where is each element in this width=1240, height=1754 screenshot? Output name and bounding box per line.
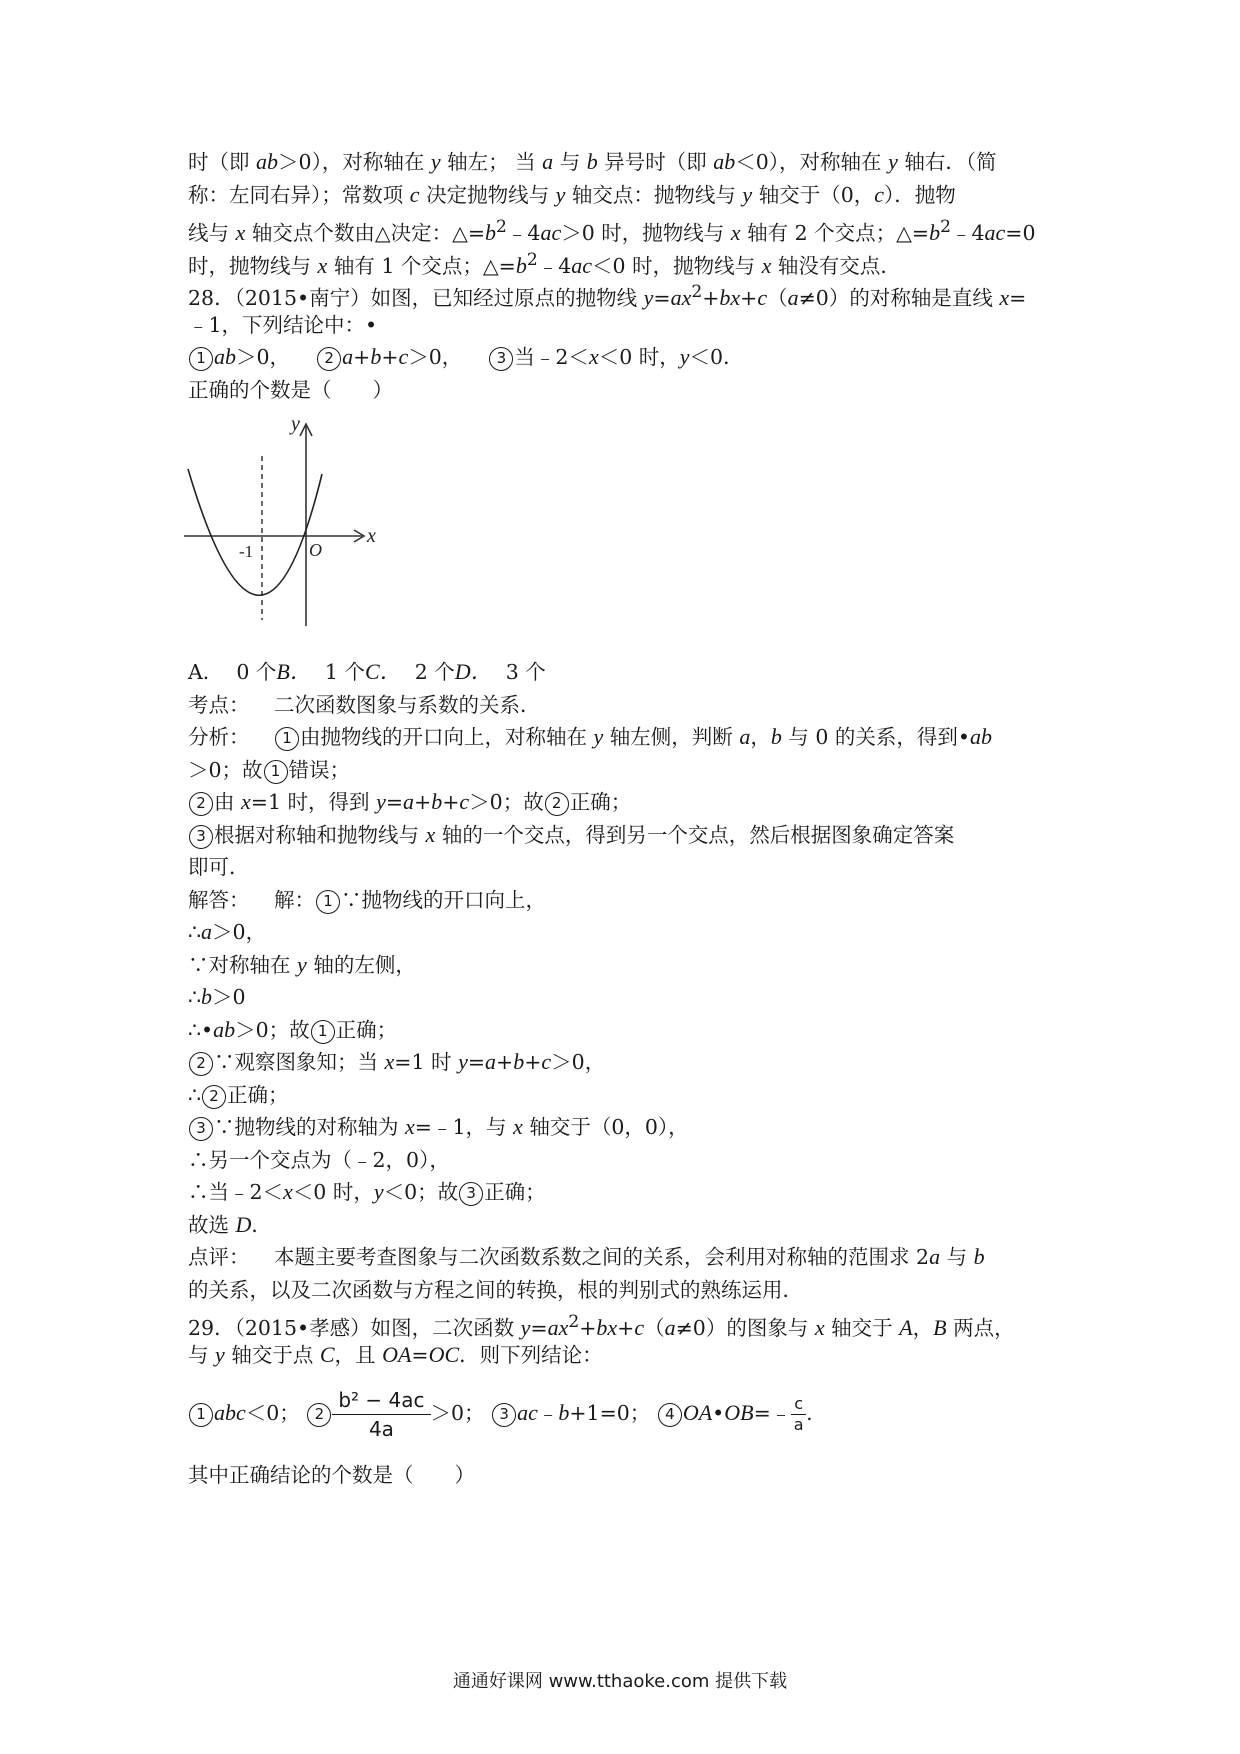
- math: ab: [213, 1016, 236, 1042]
- math: x: [241, 789, 251, 814]
- math: x: [588, 344, 599, 369]
- math: a: [739, 724, 751, 749]
- text: ＞0，: [236, 345, 291, 369]
- math: x: [999, 284, 1010, 310]
- q28-options: [188, 656, 1078, 689]
- math: OA: [382, 1341, 412, 1367]
- math: OA: [682, 1400, 713, 1425]
- parabola-curve: [188, 469, 322, 595]
- circled-number: 2: [317, 347, 341, 371]
- q28-jieda-4: [188, 981, 1078, 1014]
- math: ac: [517, 1400, 538, 1425]
- text: ﹣4: [537, 253, 572, 278]
- q28-jieda-9: ∴另一个交点为（﹣2，0），: [188, 1147, 450, 1172]
- math: x: [405, 1114, 415, 1139]
- text: 与 0 的关系，得到•: [781, 725, 971, 749]
- parabola-graph: [184, 412, 404, 650]
- text: 轴右．（简: [897, 150, 997, 174]
- math: x: [235, 219, 246, 245]
- text: 正确；: [484, 1180, 546, 1204]
- circled-number: 1: [275, 727, 299, 751]
- math: B: [933, 1314, 947, 1340]
- text: ＞0: [212, 985, 246, 1009]
- math: ax: [547, 1314, 569, 1340]
- math: a: [664, 1314, 676, 1340]
- text: =﹣1，与: [414, 1115, 514, 1139]
- y-axis-label: y: [291, 413, 300, 435]
- text: 当﹣2＜: [514, 345, 589, 369]
- text: 轴的左侧，: [306, 952, 416, 977]
- fraction-denominator: a: [793, 1415, 804, 1434]
- math: b: [929, 219, 941, 245]
- section-label: 解答：: [188, 887, 250, 912]
- text: ＜0；: [245, 1401, 300, 1425]
- origin-label: O: [309, 540, 322, 560]
- text: .: [806, 1401, 813, 1425]
- text: =: [467, 1050, 486, 1074]
- math: y: [679, 344, 690, 369]
- text: 异号时（即: [597, 150, 714, 174]
- math: b: [201, 984, 213, 1009]
- text: 称：左同右异）；常数项: [188, 182, 410, 207]
- circled-number: 3: [189, 1117, 213, 1141]
- math: a: [342, 344, 354, 369]
- text: ＞0，: [551, 1050, 606, 1074]
- math: c: [459, 789, 470, 814]
- circled-number: 2: [189, 1052, 213, 1076]
- circled-number: 3: [459, 1182, 483, 1206]
- text: ≠0）的对称轴是直线: [798, 285, 1000, 310]
- math: b: [513, 1049, 525, 1074]
- text: ＞0；故: [469, 790, 544, 814]
- text: 轴左侧，判断: [603, 725, 740, 749]
- text: ＜0 时，抛物线与: [592, 253, 762, 278]
- option-letter: C．: [364, 659, 402, 684]
- text: 轴交点个数由△决定：△=: [245, 220, 486, 245]
- text: ＞0，: [408, 345, 463, 369]
- text: 根据对称轴和抛物线与: [214, 822, 426, 847]
- math: c: [541, 1049, 552, 1074]
- q28-jieda-6: [188, 1046, 1078, 1079]
- math: b: [515, 252, 527, 278]
- q28-fenxi-3: [188, 786, 1078, 819]
- option-letter: B．: [276, 659, 312, 684]
- q28-jieda-8: [188, 1111, 1078, 1144]
- q28-jieda-3: [188, 949, 1078, 982]
- circled-number: 1: [311, 1020, 335, 1044]
- q28-jieda-11: [188, 1209, 1078, 1242]
- text: ∴: [188, 1082, 202, 1107]
- superscript: 2: [526, 249, 538, 270]
- text: ＞0，: [212, 920, 267, 944]
- text: 正确；: [335, 1017, 398, 1042]
- math: A: [899, 1314, 913, 1340]
- math: a: [403, 789, 415, 814]
- q28-dianping-2: 的关系，以及二次函数与方程之间的转换，根的判别式的熟练运用．: [188, 1277, 803, 1302]
- math: b: [586, 149, 598, 174]
- q28-stem-line-1: [188, 276, 1078, 309]
- section-label: 考点：: [188, 692, 250, 717]
- text: 本题主要考查图象与二次函数系数之间的关系，会利用对称轴的范围求 2: [274, 1245, 930, 1269]
- option-letter: A．: [188, 660, 224, 684]
- circled-number: 3: [189, 825, 213, 849]
- circled-number: 2: [202, 1085, 226, 1109]
- q28-stem-line-2: ﹣1，下列结论中：•: [188, 312, 378, 337]
- x-axis-label: x: [367, 525, 376, 547]
- text: 错误；: [288, 757, 351, 782]
- text: 二次函数图象与系数的关系．: [274, 692, 541, 717]
- q28-jieda-10: [188, 1176, 1078, 1209]
- text: 轴左； 当: [440, 150, 543, 174]
- text: 正确；: [569, 790, 632, 814]
- text: （: [767, 285, 788, 310]
- text: 时，抛物线与: [188, 253, 318, 278]
- math: bx: [719, 284, 741, 310]
- q28-fenxi-2: [188, 754, 1078, 787]
- text: ，: [750, 725, 771, 749]
- text: ＞0；故: [188, 757, 263, 782]
- q28-fenxi-4: [188, 819, 1078, 852]
- text: ＞0；: [430, 1401, 485, 1425]
- math: x: [761, 252, 772, 278]
- math: x: [513, 1114, 523, 1139]
- math: a: [201, 919, 213, 944]
- math: ac: [984, 219, 1006, 245]
- text: 28．（2015•南宁）如图，已知经过原点的抛物线: [188, 285, 644, 310]
- superscript: 2: [691, 282, 703, 302]
- text: =﹣: [753, 1401, 792, 1425]
- intro-line-4: [188, 244, 1078, 277]
- text: ∵观察图象知；当: [214, 1050, 385, 1074]
- text: 与: [940, 1245, 974, 1269]
- text: =: [1009, 285, 1027, 310]
- text: =1 时，得到: [250, 790, 377, 814]
- text: ，且: [334, 1342, 383, 1367]
- math: ab: [713, 149, 736, 174]
- math: x: [814, 1314, 825, 1340]
- math: c: [874, 181, 884, 207]
- q29-question: 其中正确结论的个数是（ ）: [188, 1463, 475, 1487]
- text: ＞0；故: [235, 1017, 310, 1042]
- math: y: [376, 789, 386, 814]
- text: 决定抛物线与: [419, 182, 556, 207]
- q28-statements: [188, 341, 1078, 374]
- option-letter: D．: [454, 659, 493, 684]
- text: ∴: [188, 985, 202, 1009]
- math: y: [373, 1179, 384, 1204]
- circled-number: 4: [658, 1403, 682, 1427]
- text: ＞0），对称轴在: [278, 150, 431, 174]
- text: ＜0），对称轴在: [735, 150, 889, 174]
- text: 轴交于（0，: [752, 182, 875, 207]
- q28-fenxi-1: [188, 721, 1078, 754]
- text: ．则下列结论：: [459, 1342, 603, 1367]
- text: 解：: [274, 887, 315, 912]
- text: ＜0 时，: [598, 345, 680, 369]
- circled-number: 1: [189, 1403, 213, 1427]
- math: ab: [256, 149, 279, 174]
- text: ＜0 时，: [292, 1180, 374, 1204]
- math: C: [319, 1341, 335, 1367]
- superscript: 2: [568, 1312, 580, 1332]
- option-text: 2 个: [414, 660, 455, 684]
- text: （: [644, 1315, 665, 1340]
- math: OC: [428, 1341, 460, 1367]
- math: a: [787, 284, 799, 310]
- text: +: [353, 345, 371, 369]
- text: ﹣4: [506, 220, 541, 245]
- option-text: 1 个: [324, 660, 365, 684]
- text: ∴当﹣2＜: [188, 1180, 284, 1204]
- circled-number: 1: [316, 890, 340, 914]
- text: +: [579, 1315, 597, 1340]
- math: ac: [571, 252, 593, 278]
- text: ＞0 时，抛物线与: [561, 220, 731, 245]
- math: x: [384, 1049, 395, 1074]
- fraction-numerator: c: [791, 1394, 806, 1415]
- fraction: [332, 1386, 430, 1443]
- q28-kaodian: [188, 689, 1078, 722]
- math: x: [317, 252, 328, 278]
- text: =: [411, 1342, 429, 1367]
- fraction-numerator: b² − 4ac: [332, 1386, 430, 1415]
- math: a: [929, 1244, 941, 1269]
- math: y: [643, 284, 654, 310]
- circled-number: 3: [489, 347, 513, 371]
- math: y: [297, 951, 307, 977]
- math: b: [973, 1244, 985, 1269]
- math: b: [370, 344, 382, 369]
- text: 轴有 1 个交点；△=: [327, 253, 516, 278]
- q28-jieda-2: [188, 916, 1078, 949]
- circled-number: 1: [189, 347, 213, 371]
- text: +: [524, 1050, 542, 1074]
- text: •: [712, 1401, 725, 1425]
- text: ∵对称轴在: [188, 952, 298, 977]
- superscript: 2: [940, 217, 951, 237]
- text: ∵抛物线的开口向上，: [341, 887, 546, 912]
- text: +: [702, 285, 720, 310]
- math: ab: [214, 344, 236, 369]
- option-text: 0 个: [236, 660, 277, 684]
- text: 轴交点：抛物线与: [565, 182, 743, 207]
- q28-question: 正确的个数是（ ）: [188, 377, 393, 402]
- math: x: [283, 1179, 293, 1204]
- math: abc: [214, 1400, 246, 1425]
- fraction: [791, 1394, 806, 1435]
- math: ab: [970, 724, 993, 749]
- circled-number: 3: [492, 1403, 516, 1427]
- text: ≠0）的图象与: [675, 1315, 815, 1340]
- math: b: [431, 789, 443, 814]
- q28-jieda-1: [188, 884, 1078, 917]
- text: +1=0；: [569, 1401, 651, 1425]
- text: 29．（2015•孝感）如图，二次函数: [188, 1315, 521, 1340]
- text: 轴交于点: [224, 1342, 320, 1367]
- text: 由: [214, 790, 242, 814]
- math: c: [634, 1314, 645, 1340]
- page-content: [188, 146, 1078, 1492]
- text: 故选: [188, 1212, 236, 1237]
- text: =1 时: [394, 1050, 459, 1074]
- q28-fenxi-5: 即可．: [188, 855, 250, 879]
- math: b: [558, 1400, 570, 1425]
- q29-stem-line-1: [188, 1306, 1078, 1339]
- math: c: [757, 284, 768, 310]
- section-label: 分析：: [188, 725, 250, 749]
- text: 正确；: [227, 1082, 289, 1107]
- math: y: [458, 1049, 468, 1074]
- fraction-denominator: 4a: [368, 1417, 394, 1441]
- page-footer: 通通好课网 www.tthaoke.com 提供下载: [452, 1671, 788, 1692]
- text: 时（即: [188, 150, 257, 174]
- text: ＜0；故: [383, 1180, 459, 1204]
- math: c: [409, 181, 420, 207]
- text: +: [381, 345, 399, 369]
- circled-number: 1: [264, 760, 288, 784]
- math: b: [485, 219, 497, 245]
- text: 轴没有交点．: [771, 253, 901, 278]
- text: ∴•: [188, 1017, 214, 1042]
- text: 线与: [188, 220, 236, 245]
- q29-stem-line-2: [188, 1339, 1078, 1372]
- circled-number: 2: [545, 792, 569, 816]
- text: ．: [251, 1212, 272, 1237]
- math: D: [235, 1211, 252, 1237]
- text: ∵抛物线的对称轴为: [214, 1115, 406, 1139]
- circled-number: 2: [307, 1403, 331, 1427]
- text: +: [740, 285, 758, 310]
- text: +: [496, 1050, 514, 1074]
- neg-one-label: -1: [239, 542, 254, 561]
- circled-number: 2: [189, 792, 213, 816]
- math: a: [485, 1049, 497, 1074]
- text: =0: [1005, 220, 1036, 245]
- text: =: [530, 1315, 548, 1340]
- q28-jieda-7: [188, 1079, 1078, 1112]
- intro-line-3: [188, 211, 1078, 244]
- intro-line-1: [188, 146, 1078, 179]
- option-text: 3 个: [505, 660, 546, 684]
- text: 两点，: [946, 1315, 1015, 1340]
- math: ac: [540, 219, 562, 245]
- math: ax: [670, 284, 692, 310]
- math: c: [398, 344, 409, 369]
- math: y: [888, 149, 898, 174]
- text: +: [442, 790, 460, 814]
- text: ）．抛物: [884, 182, 956, 207]
- text: +: [414, 790, 432, 814]
- text: 与: [553, 150, 587, 174]
- superscript: 2: [496, 217, 507, 237]
- text: =: [385, 790, 404, 814]
- text: 与: [188, 1342, 216, 1367]
- math: x: [730, 219, 741, 245]
- math: y: [555, 181, 566, 207]
- text: ﹣4: [950, 220, 985, 245]
- math: b: [770, 724, 782, 749]
- text: ，: [912, 1315, 934, 1340]
- text: +: [617, 1315, 635, 1340]
- math: OB: [724, 1400, 754, 1425]
- math: y: [520, 1314, 531, 1340]
- text: ﹣: [537, 1401, 559, 1425]
- text: =: [653, 285, 671, 310]
- math: y: [430, 149, 441, 174]
- text: 轴的一个交点，得到另一个交点，然后根据图象确定答案: [435, 822, 955, 847]
- q28-dianping-1: [188, 1241, 1078, 1274]
- text: ＜0．: [689, 345, 744, 369]
- q29-statements: [188, 1381, 1078, 1445]
- text: 轴交于: [824, 1315, 900, 1340]
- math: y: [215, 1341, 225, 1367]
- math: bx: [596, 1314, 618, 1340]
- text: 轴交于（0，0），: [522, 1115, 689, 1139]
- q28-jieda-5: [188, 1014, 1078, 1047]
- text: ∴: [188, 920, 202, 944]
- text: 轴有 2 个交点；△=: [740, 220, 930, 245]
- math: x: [425, 821, 436, 847]
- section-label: 点评：: [188, 1245, 250, 1269]
- math: y: [593, 724, 604, 749]
- intro-line-2: [188, 179, 1078, 212]
- math: a: [542, 149, 554, 174]
- text: 由抛物线的开口向上，对称轴在: [300, 725, 594, 749]
- math: y: [742, 181, 753, 207]
